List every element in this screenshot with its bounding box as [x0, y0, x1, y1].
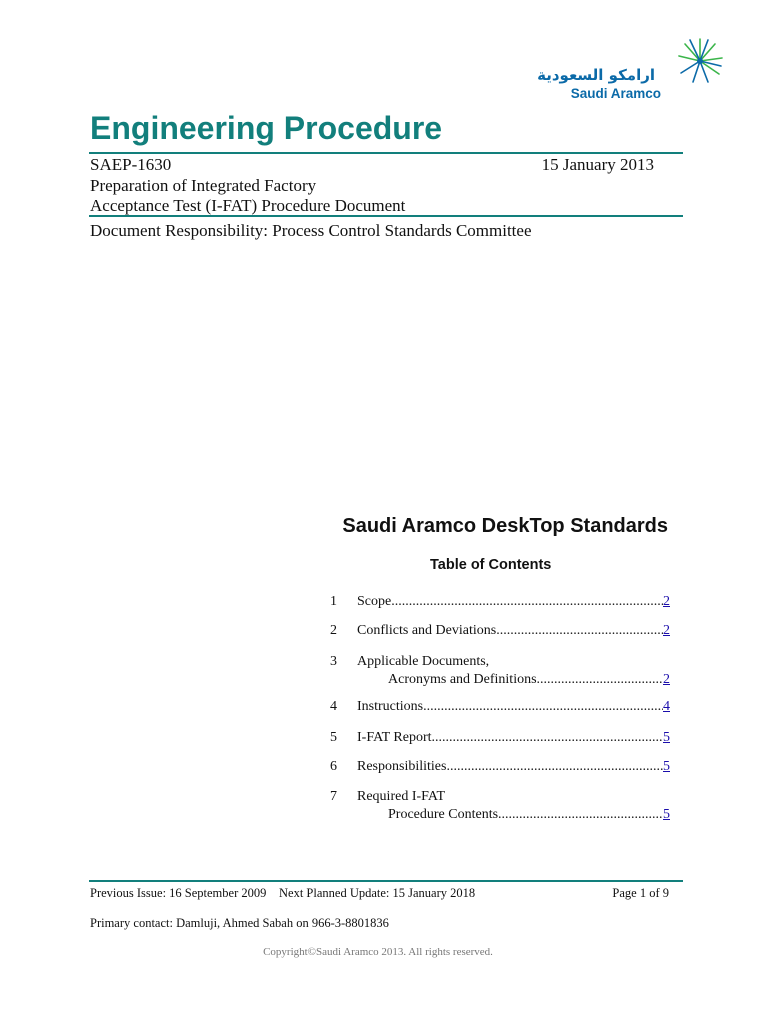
toc-label: Responsibilities [357, 759, 447, 774]
toc-label-continued: Acronyms and Definitions [388, 672, 537, 687]
footer-divider [89, 880, 683, 882]
toc-entry [330, 788, 670, 824]
toc-title: Table of Contents [430, 557, 552, 573]
page-title: Engineering Procedure [90, 110, 443, 146]
toc-page-link[interactable]: 2 [663, 672, 670, 687]
page-indicator: Page 1 of 9 [612, 886, 669, 900]
logo-latin-text: Saudi Aramco [570, 86, 661, 101]
toc-label: Applicable Documents, [357, 654, 490, 669]
toc-number: 6 [330, 759, 337, 774]
toc-label: Required I-FAT [357, 789, 445, 804]
toc-label: Conflicts and Deviations [357, 623, 497, 638]
toc-leader [446, 758, 663, 776]
header-divider-bottom [89, 215, 683, 217]
toc-leader [391, 593, 663, 611]
toc-label: I-FAT Report [357, 730, 432, 745]
header-divider-top [89, 152, 683, 154]
toc-entry [330, 758, 670, 776]
doc-responsibility: Document Responsibility: Process Control Standards Committee [90, 221, 532, 240]
star-emblem-icon [675, 36, 725, 86]
toc-leader [496, 622, 663, 640]
toc-number: 1 [330, 594, 337, 609]
previous-issue: Previous Issue: 16 September 2009 [90, 886, 267, 900]
toc-number: 7 [330, 789, 337, 804]
doc-subtitle-line2: Acceptance Test (I-FAT) Procedure Document [90, 196, 406, 215]
doc-number: SAEP-1630 [90, 155, 172, 174]
standards-title: Saudi Aramco DeskTop Standards [342, 515, 668, 537]
saudi-aramco-logo [537, 36, 725, 106]
next-planned-update: Next Planned Update: 15 January 2018 [279, 886, 476, 900]
toc-page-link[interactable]: 2 [663, 594, 670, 609]
primary-contact: Primary contact: Damluji, Ahmed Sabah on 966-3-8801836 [90, 916, 389, 930]
toc-page-link[interactable]: 5 [663, 759, 670, 774]
toc-leader [432, 729, 663, 747]
toc-number: 3 [330, 654, 337, 669]
toc-page-link[interactable]: 5 [663, 730, 670, 745]
toc-label: Scope [357, 594, 392, 609]
toc-entry [330, 729, 670, 747]
toc-entry [330, 698, 670, 716]
toc-page-link[interactable]: 5 [663, 807, 670, 822]
toc-label-continued: Procedure Contents [388, 807, 499, 822]
copyright-notice: Copyright©Saudi Aramco 2013. All rights reserved. [263, 946, 493, 958]
doc-subtitle-line1: Preparation of Integrated Factory [90, 176, 317, 195]
toc-number: 2 [330, 623, 337, 638]
toc-leader [537, 671, 663, 689]
toc-entry [330, 622, 670, 640]
toc-number: 4 [330, 699, 337, 714]
toc-leader [423, 698, 663, 716]
doc-date: 15 January 2013 [541, 155, 654, 174]
toc-leader [498, 806, 663, 824]
toc-label: Instructions [357, 699, 424, 714]
toc-page-link[interactable]: 4 [663, 699, 670, 714]
toc-number: 5 [330, 730, 337, 745]
toc-entry [330, 653, 670, 689]
logo-arabic-text: ارامكو السعودية [537, 66, 655, 84]
toc-entry [330, 593, 670, 611]
toc-page-link[interactable]: 2 [663, 623, 670, 638]
